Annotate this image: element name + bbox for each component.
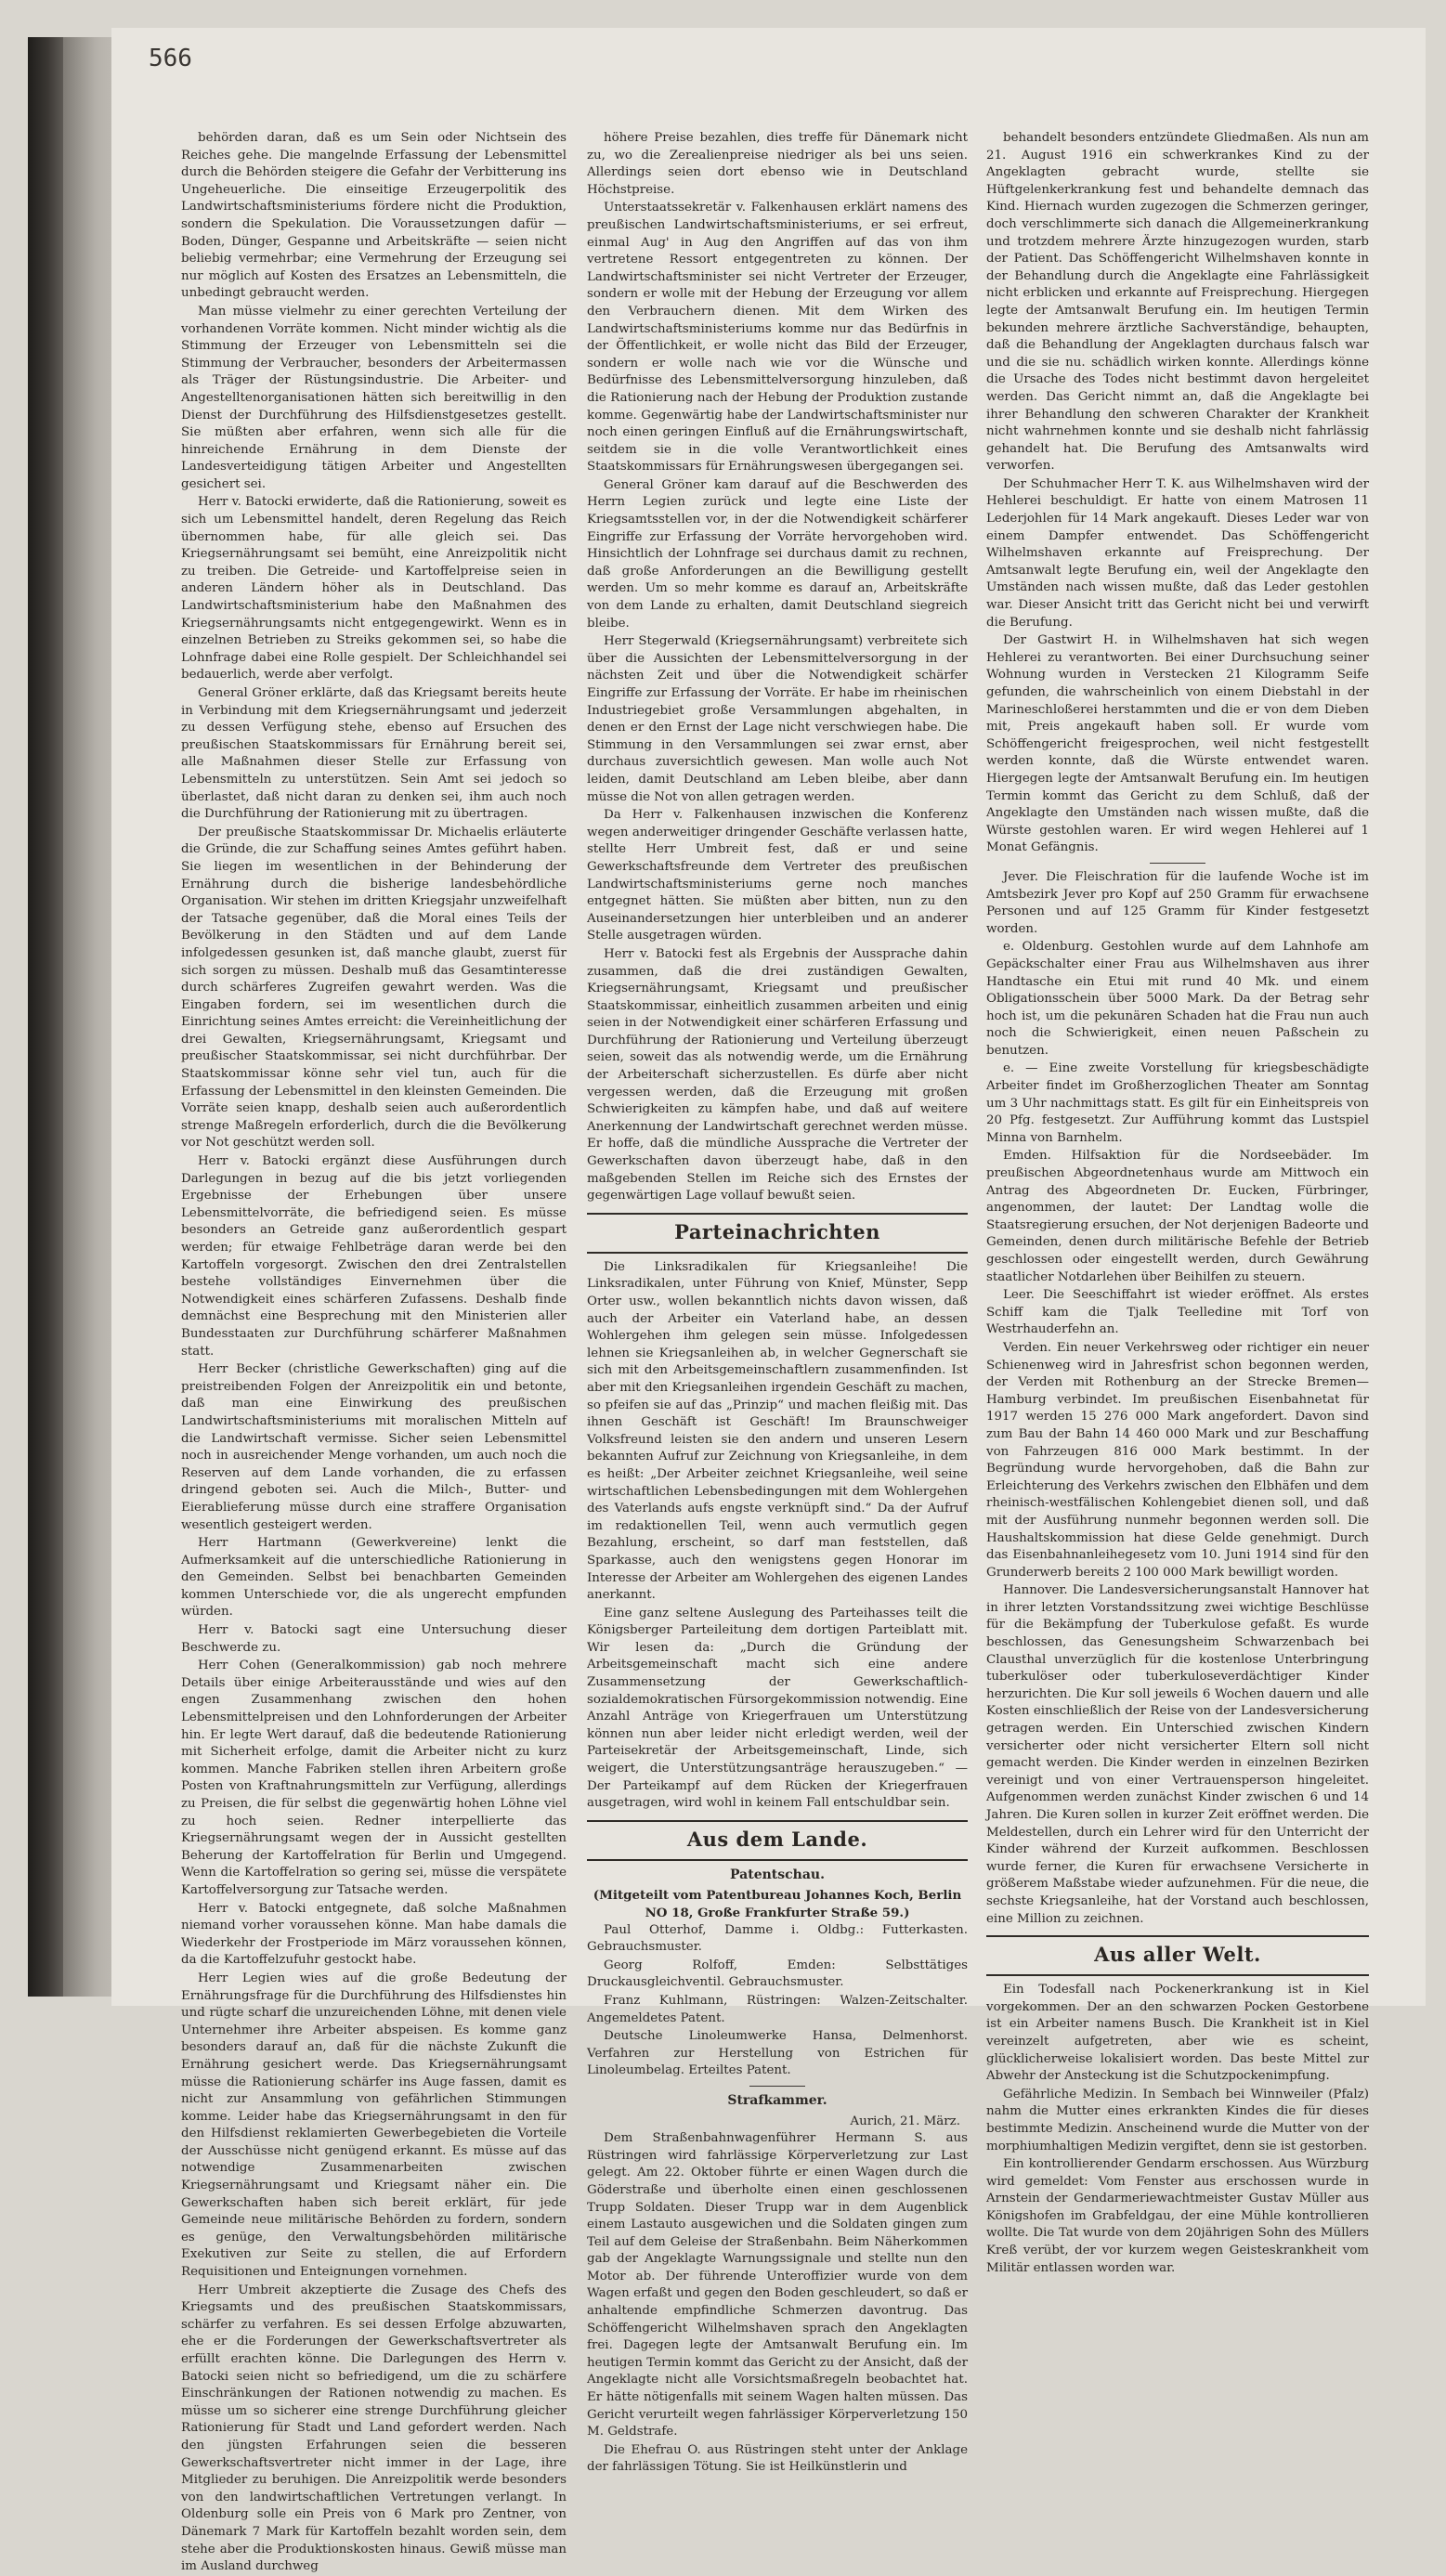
column-1 [181, 130, 567, 2574]
section-heading-parteinachrichten: Parteinachrichten [674, 1219, 880, 1243]
paragraph: Herr v. Batocki erwiderte, daß die Rationierung, soweit es sich um Lebensmittel handelt, deren Regelung das Reich übernommen habe, für alle gleich sei. Das Kriegsernährungsamt sei bemüht, eine Anreizpolitik nicht zu treiben. Die Getreide- und Kartoffelpreise seien in anderen Ländern höher als in Deutschland. Das Landwirtschaftsministerium habe den Maßnahmen des Kriegsernährungsamts nicht entgegengewirkt. Wenn es in einzelnen Betrieben zu Streiks gekommen sei, so habe die Lohnfrage dabei eine Rolle gespielt. Der Schleichhandel sei bedauerlich, werde aber verfolgt. [181, 495, 567, 683]
section-rule [587, 1213, 968, 1215]
paragraph: Dem Straßenbahnwagenführer Hermann S. aus Rüstringen wird fahrlässige Körperverletzung zur Last gelegt. Am 22. Oktober führte er einen Wagen durch die Göderstraße und überholte einen einen geschlossenen Trupp Soldaten. Dieser Trupp war in dem Augenblick einem Lastauto ausgewichen und die Soldaten gingen zum Teil auf dem Geleise der Straßenbahn. Beim Näherkommen gab der Angeklagte Warnungssignale und stellte nun den Motor ab. Der führende Unteroffizier wurde von dem Wagen erfaßt und gegen den Boden geschleudert, so daß er anhaltende empfindliche Schmerzen davontrug. Das Schöffengericht Wilhelmshaven sprach den Angeklagten frei. Dagegen legte der Amtsanwalt Berufung ein. Im heutigen Termin kommt das Gericht zu der Ansicht, daß der Angeklagte nicht alle Vorsichtsmaßregeln beobachtet hat. Er hätte nötigenfalls mit seinem Wagen halten müssen. Das Gericht verurteilt wegen fahrlässiger Körperverletzung 150 M. Geldstrafe. [587, 2131, 968, 2439]
column-3 [986, 130, 1369, 2275]
paragraph: Herr Hartmann (Gewerkvereine) lenkt die Aufmerksamkeit auf die unterschiedliche Rationierung in den Gemeinden. Selbst bei benachbarten Gemeinden kommen Unterschiede vor, die als ungerecht empfunden würden. [181, 1536, 567, 1620]
paragraph: behandelt besonders entzündete Gliedmaßen. Als nun am 21. August 1916 ein schwerkrankes Kind zu der Angeklagten gebracht wurde, stellte sie Hüftgelenkerkrankung fest und behandelte demnach das Kind. Hiernach wurden zugezogen die Schmerzen geringer, doch verschlimmerte sich danach die Allgemeinerkrankung und trotzdem mehrere Ärzte hinzugezogen wurden, starb der Patient. Das Schöffengericht Wilhelmshaven konnte in der Behandlung durch die Angeklagte eine Fahrlässigkeit nicht erblicken und erkannte auf Freisprechung. Hiergegen legte der Amtsanwalt Berufung ein. Im heutigen Termin bekunden mehrere ärztliche Sachverständige, behaupten, daß die Behandlung der Angeklagten durchaus falsch war und die sie nu. schädlich wirken konnte. Allerdings könne die Ursache des Todes nicht bestimmt davon hergeleitet werden. Das Gericht nimmt an, daß die Angeklagte bei ihrer Behandlung den schweren Charakter der Krankheit nicht wahrnehmen konnte und sie deshalb nicht fahrlässig gehandelt hat. Die Berufung des Amtsanwalts wird verworfen. [986, 131, 1369, 474]
patent-entry: Deutsche Linoleumwerke Hansa, Delmenhorst. Verfahren zur Herstellung von Estrichen für Linoleumbelag. Erteiltes Patent. [587, 2029, 968, 2078]
paragraph: Herr Becker (christliche Gewerkschaften) ging auf die preistreibenden Folgen der Anreizpolitik ein und betonte, daß man eine Einwirkung des preußischen Landwirtschaftsministeriums mit moralischen Mitteln auf die Landwirtschaft vermisse. Sicher seien Lebensmittel noch in ausreichender Menge vorhanden, um auch noch die Reserven auf dem Lande vorhanden, die zu erfassen dringend geboten sei. Auch die Milch-, Butter- und Eierablieferung müsse durch eine straffere Organisation wesentlich gesteigert werden. [181, 1362, 567, 1532]
local-news-item: Hannover. Die Landesversicherungsanstalt Hannover hat in ihrer letzten Vorstandssitzung zwei wichtige Beschlüsse für die Bekämpfung der Tuberkulose gefaßt. Es wurde beschlossen, das Genesungsheim Schwarzenbach bei Clausthal unverzüglich für die kostenlose Unterbringung tuberkulöser oder tuberkuloseverdächtiger Kinder herzurichten. Die Kur soll jeweils 6 Wochen dauern und alle Kosten einschließlich der Reise von der Landesversicherung getragen werden. Ein Unterschied zwischen Kindern versicherter oder nicht versicherter Eltern soll nicht gemacht werden. Die Kinder werden in einzelnen Bezirken vereinigt und von einer Vertrauensperson hingeleitet. Aufgenommen werden zunächst Kinder zwischen 6 und 14 Jahren. Die Kuren sollen in kurzer Zeit eröffnet werden. Die Meldestellen, durch ein Lehrer wird für den Unterricht der Kinder während der Kurzeit aufkommen. Beschlossen wurde ferner, die Kuren für erwachsene Versicherte in größerem Maßstabe wieder aufzunehmen. Für die neue, die sechste Kriegsanleihe, hat der Vorstand auch beschlossen, eine Million zu zeichnen. [986, 1583, 1369, 1926]
paragraph: Der Schuhmacher Herr T. K. aus Wilhelmshaven wird der Hehlerei beschuldigt. Er hatte von einem Matrosen 11 Lederjohlen für 14 Mark angekauft. Dieses Leder war von einem Dampfer entwendet. Das Schöffengericht Wilhelmshaven erkannte auf Freisprechung. Der Amtsanwalt legte Berufung ein, weil der Angeklagte den Umständen nach wissen mußte, daß das Leder gestohlen war. Dieser Ansicht tritt das Gericht nicht bei und verwirft die Berufung. [986, 476, 1369, 630]
local-news-item: Jever. Die Fleischration für die laufende Woche ist im Amtsbezirk Jever pro Kopf auf 250 Gramm für erwachsene Personen und auf 125 Gramm für Kinder festgesetzt worden. [986, 869, 1369, 936]
paragraph: Herr v. Batocki entgegnete, daß solche Maßnahmen niemand vorher voraussehen könne. Man habe damals die Wiederkehr der Frostperiode im März voraussehen können, da die Kartoffelzufuhr gestockt habe. [181, 1901, 567, 1968]
section-heading-aus-aller-welt: Aus aller Welt. [1094, 1943, 1261, 1967]
section-heading-aus-dem-lande: Aus dem Lande. [686, 1827, 868, 1851]
local-news-item: Leer. Die Seeschiffahrt ist wieder eröffnet. Als erstes Schiff kam die Tjalk Teelledine mit Torf von Westrhauderfehn an. [986, 1288, 1369, 1337]
world-news-item: Ein Todesfall nach Pockenerkrankung ist in Kiel vorgekommen. Der an den schwarzen Pocken Gestorbene ist ein Arbeiter namens Busch. Die Krankheit ist in Kiel vereinzelt aufgetreten, aber wie es scheint, glücklicherweise lokalisiert worden. Das beste Mittel zur Abwehr der Ansteckung ist die Schutzpockenimpfung. [986, 1983, 1369, 2084]
column-2 [587, 130, 968, 2475]
page-number: 566 [149, 45, 192, 72]
subheading-patentschau: Patentschau. [730, 1867, 825, 1882]
local-news-item: Emden. Hilfsaktion für die Nordseebäder. Im preußischen Abgeordnetenhaus wurde am Mittwoch ein Antrag des Abgeordneten Dr. Eucken, Fürbringer, angenommen, der lautet: Der Landtag wolle die Staatsregierung ersuchen, der Not derjenigen Badeorte und Gemeinden, denen durch militärische Befehle der Betrieb geschlossen oder eingestellt werden, durch Gewährung staatlicher Notdarlehen über Beihilfen zu steuern. [986, 1149, 1369, 1284]
section-rule [986, 1935, 1369, 1937]
divider [1150, 863, 1205, 864]
patent-source-note: (Mitgeteilt vom Patentbureau Johannes Koch, Berlin NO 18, Große Frankfurter Straße 59.) [593, 1888, 962, 1920]
paragraph: General Gröner kam darauf auf die Beschwerden des Herrn Legien zurück und legte eine Liste der Kriegsamtsstellen vor, in der die Notwendigkeit schärferer Eingriffe zur Erfassung der Vorräte hervorgehoben wird. Hinsichtlich der Lohnfrage sei durchaus damit zu rechnen, daß große Anforderungen an die Bewilligung gestellt werden. Um so mehr komme es darauf an, Arbeitskräfte von dem Lande zu erhalten, damit Deutschland siegreich bleibe. [587, 477, 968, 631]
local-news-item: e. — Eine zweite Vorstellung für kriegsbeschädigte Arbeiter findet im Großherzoglichen Theater am Sonntag um 3 Uhr nachmittags statt. Es gilt für ein Einheitspreis von 20 Pfg. festgesetzt. Zur Aufführung kommt das Lustspiel Minna von Barnhelm. [986, 1061, 1369, 1145]
paragraph: General Gröner erklärte, daß das Kriegsamt bereits heute in Verbindung mit dem Kriegsernährungsamt und jederzeit zu dessen Verfügung stehe, ebenso auf Ersuchen des preußischen Staatskommissars für Ernährung bereit sei, alle Maßnahmen dieser Stelle zur Erfassung von Lebensmitteln zu unterstützen. Sein Amt sei jedoch so überlastet, daß nicht daran zu denken sei, ihm auch noch die Durchführung der Rationierung mit zu übertragen. [181, 686, 567, 822]
dateline: Aurich, 21. März. [850, 2114, 960, 2128]
paragraph: behörden daran, daß es um Sein oder Nichtsein des Reiches gehe. Die mangelnde Erfassung der Lebensmittel durch die Behörden steigere die Gefahr der Verbitterung ins Ungeheuerliche. Die einseitige Erzeugerpolitik des Landwirtschaftsministeriums fördere nicht die Produktion, sondern die Spekulation. Die Voraussetzungen dafür — Boden, Dünger, Gespanne und Arbeitskräfte — seien nicht beliebig vermehrbar; eine Vermehrung der Erzeugung sei nur möglich auf Kosten des Ersatzes an Lebensmitteln, die unbedingt gebraucht werden. [181, 131, 567, 301]
world-news-item: Gefährliche Medizin. In Sembach bei Winnweiler (Pfalz) nahm die Mutter eines erkrankten Kindes die für dieses bestimmte Medizin. Anscheinend wurde die Mutter von der morphiumhaltigen Medizin vergiftet, denn sie ist gestorben. [986, 2087, 1369, 2153]
paragraph: Herr v. Batocki fest als Ergebnis der Aussprache dahin zusammen, daß die drei zuständigen Gewalten, Kriegsernährungsamt, Kriegsamt und preußischer Staatskommissar, einheitlich zusammen arbeiten und einig seien in der Notwendigkeit einer schärferen Erfassung und Durchführung der Rationierung und Verteilung überzeugt seien, soweit das als notwendig werde, um die Ernährung der Arbeiterschaft sicherzustellen. Es dürfe aber nicht vergessen werden, daß die Erzeugung mit großen Schwierigkeiten zu kämpfen habe, und daß auf weitere Anerkennung der Landwirtschaft gerechnet werden müsse. Er hoffe, daß die mündliche Aussprache die Vertreter der Gewerkschaften davon überzeugt habe, daß in den maßgebenden Stellen im Reiche sich des Ernstes der gegenwärtigen Lage vollauf bewußt seien. [587, 946, 968, 1203]
paragraph: höhere Preise bezahlen, dies treffe für Dänemark nicht zu, wo die Zerealienpreise niedriger als bei uns seien. Allerdings seien dort ebenso wie in Deutschland Höchstpreise. [587, 131, 968, 197]
paragraph: Man müsse vielmehr zu einer gerechten Verteilung der vorhandenen Vorräte kommen. Nicht minder wichtig als die Stimmung der Erzeuger von Lebensmitteln sei die Stimmung der Verbraucher, besonders der Arbeitermassen als Träger der Rüstungsindustrie. Die Arbeiter- und Angestelltenorganisationen hätten sich bereitwillig in den Dienst der Durchführung des Hilfsdienstgesetzes gestellt. Sie müßten aber erfahren, wenn sich alle für die hinreichende Ernährung in dem Dienste der Landesverteidigung tätigen Arbeiter und Angestellten gesichert sei. [181, 304, 567, 491]
section-rule [986, 1974, 1369, 1976]
patent-entry: Paul Otterhof, Damme i. Oldbg.: Futterkasten. Gebrauchsmuster. [587, 1922, 968, 1955]
paragraph: Die Ehefrau O. aus Rüstringen steht unter der Anklage der fahrlässigen Tötung. Sie ist Heilkünstlerin und [587, 2442, 968, 2475]
paragraph: Der preußische Staatskommissar Dr. Michaelis erläuterte die Gründe, die zur Schaffung seines Amtes geführt haben. Sie liegen im wesentlichen in der Behinderung der Ernährung durch die bisherige landesbehördliche Organisation. Wir stehen im dritten Kriegsjahr unzweifelhaft der Tatsache gegenüber, daß die Moral eines Teils der Bevölkerung in den Städten und auf dem Lande infolgedessen gesunken ist, daß manche glaubt, zuerst für sich sorgen zu müssen. Deshalb muß das Gesamtinteresse durch schärferes Zugreifen gewahrt werden. Was die Eingaben fordern, sei im wesentlichen durch die Einrichtung seines Amtes erreicht: die Vereinheitlichung der drei Gewalten, Kriegsernährungsamt, Kriegsamt und preußischer Staatskommissar, sei nicht durchführbar. Der Staatskommissar könne sehr viel tun, auch für die Erfassung der Lebensmittel in den kleinsten Gemeinden. Die Vorräte seien knapp, deshalb seien auch außerordentlich strenge Maßregeln erforderlich, durch die die Bevölkerung vor Not geschützt werden soll. [181, 825, 567, 1151]
paragraph: Eine ganz seltene Auslegung des Parteihasses teilt die Königsberger Parteileitung dem dortigen Parteiblatt mit. Wir lesen da: „Durch die Gründung der Arbeitsgemeinschaft macht sich eine andere Zusammensetzung der Gewerkschaftlich-sozialdemokratischen Fürsorgekommission notwendig. Eine Anzahl Anträge von Kriegerfrauen um Unterstützung können nun aber leider nicht erledigt werden, weil der Parteisekretär der Arbeitsgemeinschaft, Linde, sich weigert, die Unterstützungsanträge herauszugeben.“ — Der Parteikampf auf dem Rücken der Kriegerfrauen ausgetragen, wird wohl in keinem Fall entschuldbar sein. [587, 1606, 968, 1811]
local-news-item: Verden. Ein neuer Verkehrsweg oder richtiger ein neuer Schienenweg wird in Jahresfrist schon begonnen werden, der Verden mit Rothenburg an der Strecke Bremen—Hamburg verbindet. Im preußischen Eisenbahnetat für 1917 werden 15 276 000 Mark angefordert. Davon sind zum Bau der Bahn 14 460 000 Mark und zur Beschaffung von Fahrzeugen 816 000 Mark bestimmt. In der Begründung wurde hervorgehoben, daß die Bahn zur Erleichterung des Verkehrs zwischen den Elbhäfen und dem rheinisch-westfälischen Kohlengebiet dienen soll, und daß mit der Ausführung nunmehr begonnen werden soll. Die Haushaltskommission hat diese Gelde genehmigt. Durch das Eisenbahnanleihegesetz vom 10. Juni 1914 sind für den Grunderwerb bereits 2 100 000 Mark bewilligt worden. [986, 1340, 1369, 1580]
divider [749, 2086, 805, 2087]
patent-entry: Franz Kuhlmann, Rüstringen: Walzen-Zeitschalter. Angemeldetes Patent. [587, 1993, 968, 2025]
section-rule [587, 1820, 968, 1822]
paragraph: Herr Stegerwald (Kriegsernährungsamt) verbreitete sich über die Aussichten der Lebensmittelversorgung in der nächsten Zeit und über die Notwendigkeit schärfer Eingriffe zur Erfassung der Vorräte. Er habe im rheinischen Industriegebiet große Versammlungen abgehalten, in denen er den Ernst der Lage nicht verschwiegen habe. Die Stimmung in den Versammlungen sei zwar ernst, aber durchaus zuversichtlich gewesen. Man wolle auch Not leiden, damit Deutschland am Leben bleibe, aber dann müsse die Not von allen getragen werden. [587, 634, 968, 804]
patent-entry: Georg Rolfoff, Emden: Selbsttätiges Druckausgleichventil. Gebrauchsmuster. [587, 1958, 968, 1990]
subheading-strafkammer: Strafkammer. [727, 2092, 827, 2108]
paragraph: Herr Cohen (Generalkommission) gab noch mehrere Details über einige Arbeiterausstände und wies auf den engen Zusammenhang zwischen den hohen Lebensmittelpreisen und den Lohnforderungen der Arbeiter hin. Er legte Wert darauf, daß die bedeutende Rationierung mit Sicherheit erfolge, damit die Arbeiter nicht zu kurz kommen. Manche Fabriken stellen ihren Arbeitern große Posten von Kraftnahrungsmitteln zur Verfügung, allerdings zu Preisen, die für selbst die gegenwärtig hohen Löhne viel zu hoch seien. Redner interpellierte das Kriegsernährungsamt wegen der in Aussicht gestellten Beherung der Kartoffelration für Berlin und Umgegend. Wenn die Kartoffelration so gering sei, müsse die verspätete Kartoffelversorgung zur Tatsache werden. [181, 1659, 567, 1897]
paragraph: Der Gastwirt H. in Wilhelmshaven hat sich wegen Hehlerei zu verantworten. Bei einer Durchsuchung seiner Wohnung wurden in Verstecken 21 Kilogramm Seife gefunden, die wahrscheinlich von einem Diebstahl in der Marineschloßerei herstammten und die er von dem Dieben mit, Preis angekauft haben soll. Er wurde vom Schöffengericht freigesprochen, weil nicht festgestellt werden konnte, daß die Würste entwendet waren. Hiergegen legte der Amtsanwalt Berufung ein. Im heutigen Termin kommt das Gericht zu dem Schluß, daß der Angeklagte den Umständen nach wissen mußte, daß die Würste gestohlen waren. Er wird wegen Hehlerei auf 1 Monat Gefängnis. [986, 633, 1369, 855]
book-binding [28, 37, 63, 1997]
paragraph: Herr v. Batocki ergänzt diese Ausführungen durch Darlegungen in bezug auf die bis jetzt vorliegenden Ergebnisse der Erhebungen über unsere Lebensmittelvorräte, die befriedigend seien. Es müsse besonders an Getreide ganz außerordentlich gespart werden; für etwaige Fehlbeträge daran werde bei den Kartoffeln vorgesorgt. Zwischen den drei Zentralstellen bestehe vollständiges Einvernehmen über die Notwendigkeit eines schärferen Zufassens. Deshalb finde demnächst eine Besprechung mit den Ministerien aller Bundesstaaten zur Durchführung schärferer Maßnahmen statt. [181, 1154, 567, 1359]
paragraph: Da Herr v. Falkenhausen inzwischen die Konferenz wegen anderweitiger dringender Geschäfte verlassen hatte, stellte Herr Umbreit fest, daß er und seine Gewerkschaftsfreunde dem Vertreter des preußischen Landwirtschaftsministeriums gerne noch manches entgegnet hätten. Sie müßten aber bitten, nun zu den Auseinandersetzungen hier unterbleiben und an anderer Stelle ausgetragen würden. [587, 808, 968, 943]
local-news-item: e. Oldenburg. Gestohlen wurde auf dem Lahnhofe am Gepäckschalter einer Frau aus Wilhelmshaven aus ihrer Handtasche ein Etui mit rund 40 Mk. und einem Obligationsschein über 5000 Mark. Da der Betrag sehr hoch ist, um die pekunären Schaden hat die Frau nun auch noch die Schwierigkeit, einen neuen Paßschein zu benutzen. [986, 940, 1369, 1058]
paragraph: Herr Umbreit akzeptierte die Zusage des Chefs des Kriegsamts und des preußischen Staatskommissars, schärfer zu verfahren. Es sei dessen Erfolge abzuwarten, ehe er die Forderungen der Gewerkschaftsvertreter als erfüllt erachten könne. Die Darlegungen des Herrn v. Batocki seien nicht so befriedigend, um die zu schärfere Einschränkungen der Rationen notwendig zu machen. Es müsse um so sicherer eine strenge Durchführung gleicher Rationierung für Stadt und Land gefordert werden. Nach den jüngsten Erfahrungen seien die besseren Gewerkschaftsvertreter nicht immer in der Lage, ihre Mitglieder zu beruhigen. Die Anreizpolitik werde besonders von den landwirtschaftlichen Vertretungen verlangt. In Oldenburg solle ein Preis von 6 Mark pro Zentner, von Dänemark 7 Mark für Kartoffeln bezahlt worden sein, dem stehe aber die Produktionskosten hinaus. Gewiß müsse man im Ausland durchweg [181, 2283, 567, 2574]
world-news-item: Ein kontrollierender Gendarm erschossen. Aus Würzburg wird gemeldet: Vom Fenster aus erschossen wurde in Arnstein der Gendarmeriewachtmeister Gustav Müller aus Königshofen im Grabfeldgau, der eine Mühle kontrollieren wollte. Die Tat wurde von dem 20jährigen Sohn des Müllers Kreß verübt, der vor kurzem wegen Geisteskrankheit vom Militär entlassen worden war. [986, 2157, 1369, 2275]
section-rule [587, 1859, 968, 1861]
paragraph: Herr v. Batocki sagt eine Untersuchung dieser Beschwerde zu. [181, 1623, 567, 1655]
paragraph: Unterstaatssekretär v. Falkenhausen erklärt namens des preußischen Landwirtschaftsministeriums, er sei erfreut, einmal Aug' in Aug den Angriffen auf das von ihm vertretene Ressort entgegentreten zu können. Der Landwirtschaftsminister sei nicht Vertreter der Erzeuger, sondern er wolle mit der Hebung der Erzeugung vor allem den Verbrauchern dienen. Mit dem Wirken des Landwirtschaftsministeriums komme nur das Bedürfnis in der Öffentlichkeit, er wolle nicht das Bild der Erzeuger, sondern er wolle nach wie vor die Wünsche und Bedürfnisse des Lebensmittelversorgung hinzuleben, daß die Rationierung nach der Hebung der Produktion zustande komme. Gegenwärtig habe der Landwirtschaftsminister nur noch einen geringen Einfluß auf die Ernährungswirtschaft, seitdem sie in die volle Verantwortlichkeit eines Staatskommissars für Ernährungswesen übergegangen sei. [587, 201, 968, 475]
section-rule [587, 1252, 968, 1254]
paragraph: Herr Legien wies auf die große Bedeutung der Ernährungsfrage für die Durchführung des Hilfsdienstes hin und rügte scharf die unzureichenden Löhne, mit denen viele Unternehmer ihre Arbeiter abspeisen. Es komme ganz besonders darauf an, daß für die nächste Zukunft die Ernährung gesichert werde. Das Kriegsernährungsamt müsse die Rationierung schärfer ins Auge fassen, damit es nicht zur Ansammlung von gefährlichen Stimmungen komme. Leider habe das Kriegsernährungsamt in den für den Hilfsdienst reklamierten Gewerbegebieten die Vorteile der Ausschüsse nicht genügend erkannt. Es müsse auf das notwendige Zusammenarbeiten zwischen Kriegsernährungsamt und Kriegsamt näher ein. Die Gewerkschaften haben sich bereit erklärt, für jede Gemeinde neue militärische Behörden zu fordern, sondern es genüge, den Verwaltungsbehörden militärische Exekutiven zur Seite zu stellen, die auf Erfordern Requisitionen und Enteignungen vornehmen. [181, 1971, 567, 2280]
paragraph: Die Linksradikalen für Kriegsanleihe! Die Linksradikalen, unter Führung von Knief, Münster, Sepp Orter usw., wollen bekanntlich nichts davon wissen, daß auch der Arbeiter ein Vaterland habe, an dessen Wohlergehen ihm gelegen sein müsse. Infolgedessen lehnen sie Kriegsanleihen ab, in welcher Gegnerschaft sie sich mit den Arbeitsgemeinschaftlern zusammenfinden. Ist aber mit den Kriegsanleihen irgendein Geschäft zu machen, so pfeifen sie auf das „Prinzip“ und machen fleißig mit. Das ihnen Geschäft ist Geschäft! Im Braunschweiger Volksfreund leisten sie den andern und unseren Lesern bekannten Aufruf zur Zeichnung von Kriegsanleihe, in dem es heißt: „Der Arbeiter zeichnet Kriegsanleihe, weil seine wirtschaftlichen Lebensbedingungen mit dem Wohlergehen des Vaterlands aufs engste verknüpft sind.“ Da der Aufruf im redaktionellen Teil, wenn auch vermutlich gegen Bezahlung, erscheint, so darf man feststellen, daß Sparkasse, auch den wenigstens gegen Honorar im Interesse der Arbeiter am Wohlergehen des eigenen Landes anerkannt. [587, 1259, 968, 1603]
